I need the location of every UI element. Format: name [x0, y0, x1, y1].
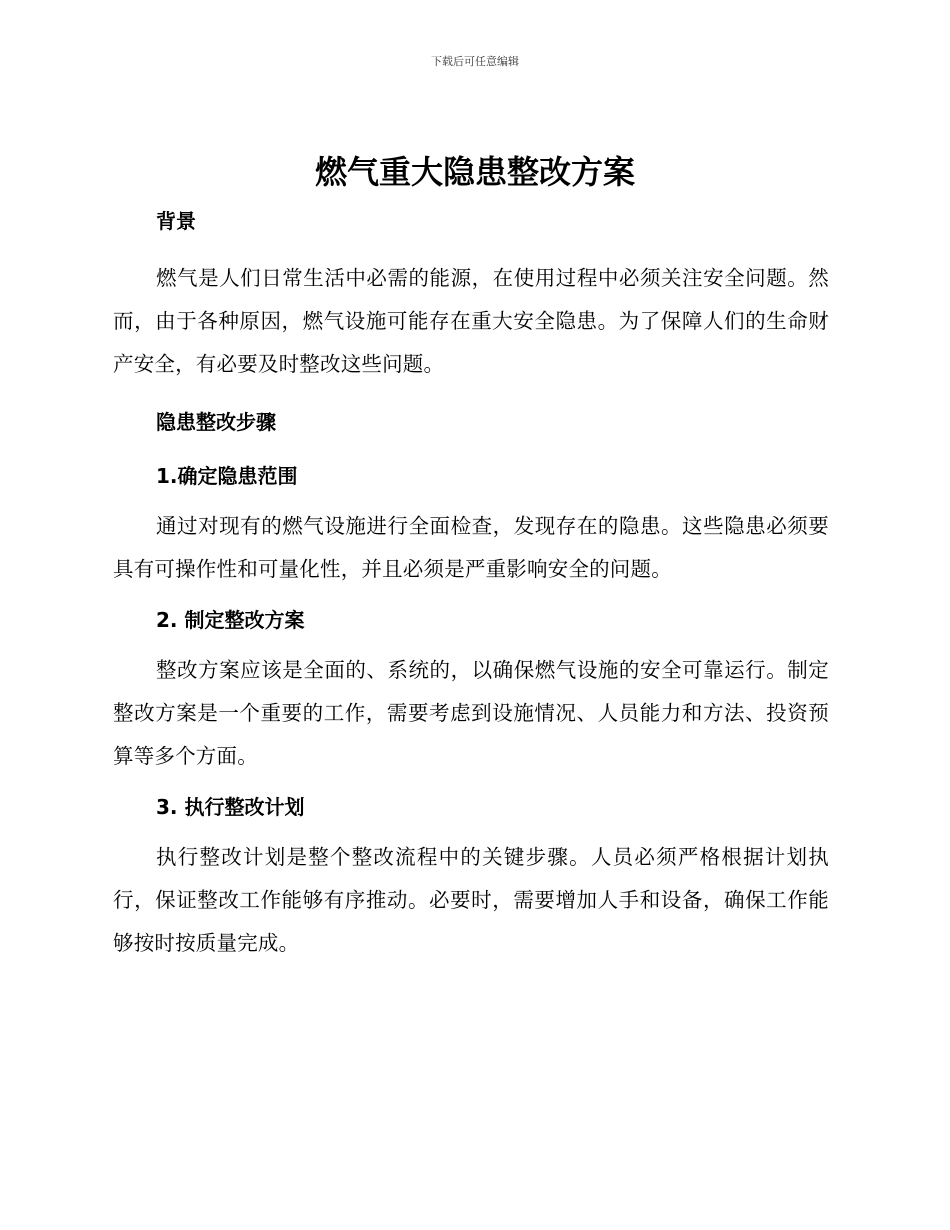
- steps-heading: 隐患整改步骤: [156, 410, 276, 434]
- header-note: 下载后可任意编辑: [431, 55, 519, 68]
- document-title: 燃气重大隐患整改方案: [314, 153, 635, 191]
- step3-heading: 3. 执行整改计划: [156, 795, 305, 819]
- step2-paragraph: 整改方案应该是全面的、系统的，以确保燃气设施的安全可靠运行。制定整改方案是一个重要的工作，需要考虑到设施情况、人员能力和方法、投资预算等多个方面。: [113, 658, 829, 768]
- step3-paragraph: 执行整改计划是整个整改流程中的关键步骤。人员必须严格根据计划执行，保证整改工作能够有序推动。必要时，需要增加人手和设备，确保工作能够按时按质量完成。: [113, 845, 829, 955]
- step1-heading: 1.确定隐患范围: [156, 464, 298, 488]
- background-heading: 背景: [156, 209, 196, 233]
- background-paragraph: 燃气是人们日常生活中必需的能源，在使用过程中必须关注安全问题。然而，由于各种原因，燃气设施可能存在重大安全隐患。为了保障人们的生命财产安全，有必要及时整改这些问题。: [113, 266, 829, 376]
- document-body: [113, 203, 829, 965]
- step2-heading: 2. 制定整改方案: [156, 608, 305, 632]
- step1-paragraph: 通过对现有的燃气设施进行全面检查，发现存在的隐患。这些隐患必须要具有可操作性和可量化性，并且必须是严重影响安全的问题。: [113, 514, 829, 581]
